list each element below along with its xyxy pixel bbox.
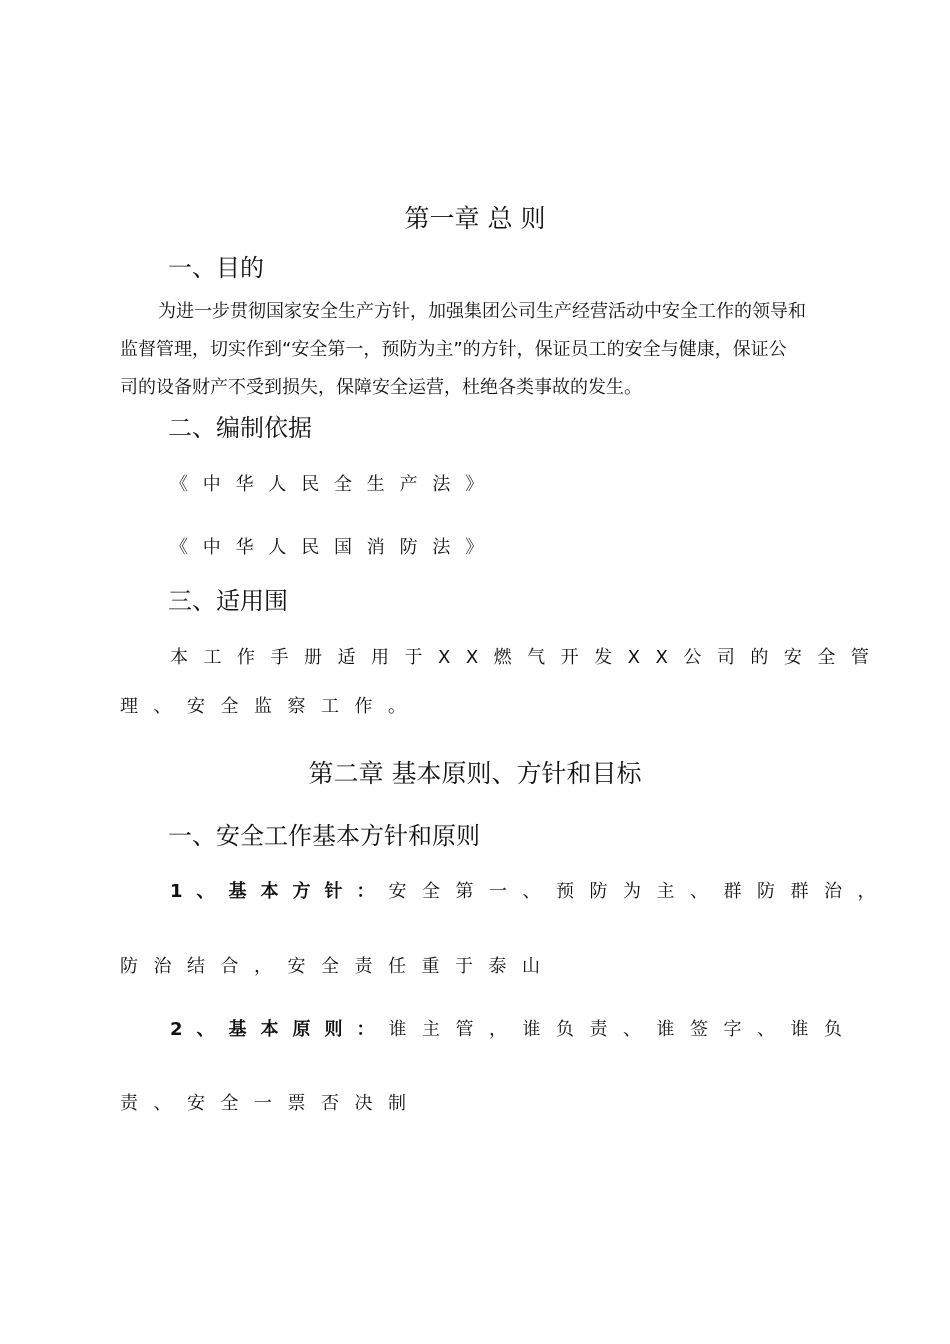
- law-reference-safety: 《中华人民全生产法》: [170, 474, 498, 495]
- basic-principle-label: 2、基本原则：: [170, 1019, 389, 1040]
- basic-policy-label: 1、基本方针：: [170, 881, 389, 902]
- basic-policy-line: [170, 877, 891, 903]
- purpose-paragraph-line-1: 为进一步贯彻国家安全生产方针，加强集团公司生产经营活动中安全工作的领导和: [158, 301, 806, 322]
- law-reference-fire: 《中华人民国消防法》: [170, 537, 498, 558]
- basic-policy-continuation: 防治结合，安全责任重于泰山: [120, 956, 556, 977]
- scope-paragraph-line-1: 本工作手册适用于XX燃气开发XX公司的安全管: [170, 647, 885, 668]
- purpose-paragraph-line-3: 司的设备财产不受到损失，保障安全运营，杜绝各类事故的发生。: [120, 377, 642, 398]
- basic-principle-line: [170, 1015, 858, 1041]
- section-basis-heading: 二、编制依据: [168, 414, 312, 442]
- basic-principle-continuation: 责、安全一票否决制: [120, 1093, 422, 1114]
- basic-principle-text: 谁主管，谁负责、谁签字、谁负: [388, 1019, 858, 1040]
- chapter-2-title: 第二章 基本原则、方针和目标: [308, 759, 642, 788]
- section-scope-heading: 三、适用围: [168, 587, 288, 615]
- section-policy-heading: 一、安全工作基本方针和原则: [168, 822, 480, 850]
- purpose-paragraph-line-2: 监督管理，切实作到“安全第一，预防为主”的方针，保证员工的安全与健康，保证公: [120, 339, 787, 360]
- basic-policy-text: 安全第一、预防为主、群防群治，: [388, 881, 892, 902]
- chapter-1-title: 第一章 总 则: [404, 204, 546, 233]
- section-purpose-heading: 一、目的: [168, 254, 264, 282]
- scope-paragraph-line-2: 理、安全监察工作。: [120, 696, 422, 717]
